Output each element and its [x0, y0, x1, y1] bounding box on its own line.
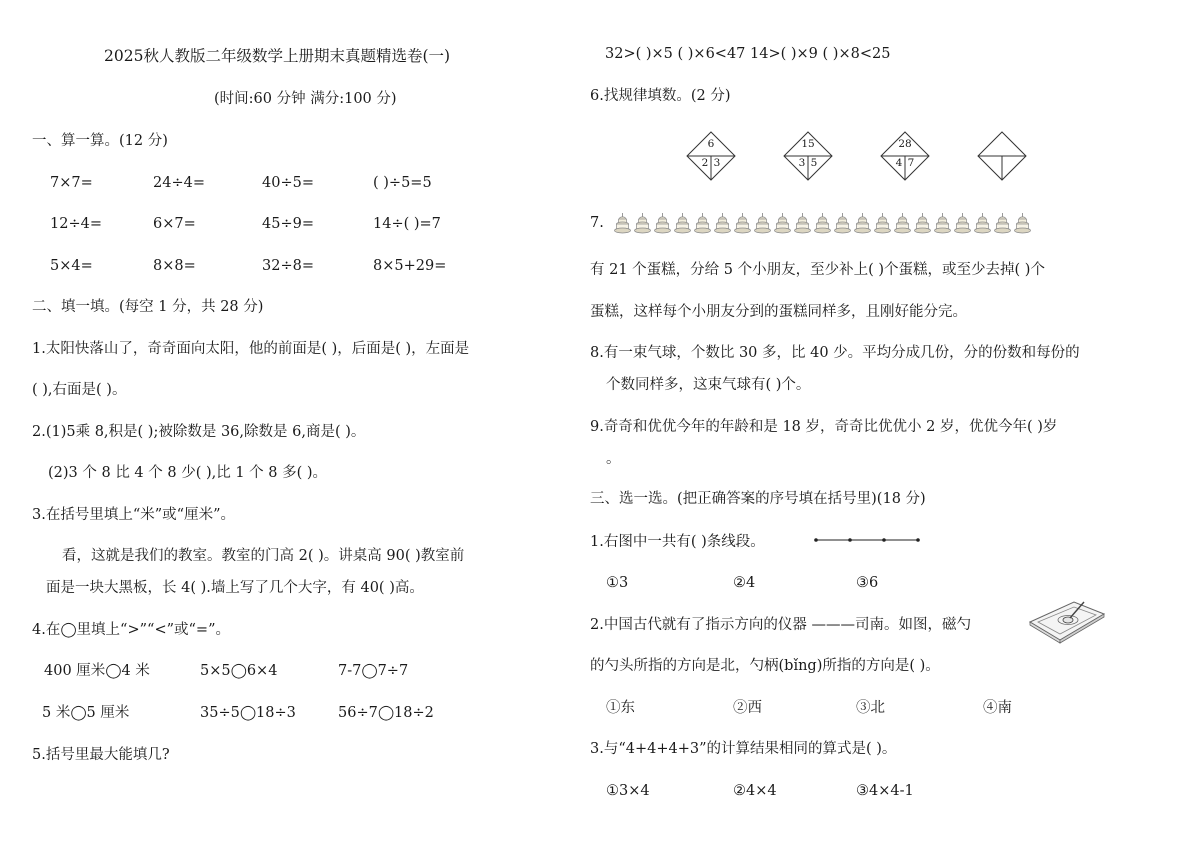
calc-item: 6×7=	[153, 216, 196, 232]
question-text: 4.在◯里填上“>”“<”或“=”。	[32, 622, 230, 638]
cake-icon	[974, 212, 991, 234]
compare-item: 5 米◯5 厘米	[42, 705, 130, 721]
calc-item: ( )÷5=5	[373, 175, 432, 191]
option-item: ②4	[733, 575, 756, 591]
cake-icon	[1014, 212, 1031, 234]
calc-item: 40÷5=	[262, 175, 314, 191]
cake-icon	[894, 212, 911, 234]
compare-item: 35÷5◯18÷3	[200, 705, 296, 721]
calc-item: 7×7=	[50, 175, 93, 191]
question-text: 。	[606, 451, 621, 467]
diamond-left-number: 3	[798, 157, 806, 169]
question-text: (2)3 个 8 比 4 个 8 少( ),比 1 个 8 多( )。	[48, 465, 328, 481]
question-text: ( ),右面是( )。	[32, 382, 127, 398]
section-2-heading: 二、填一填。(每空 1 分，共 28 分)	[32, 299, 264, 315]
option-item: ③6	[856, 575, 879, 591]
cake-icon	[994, 212, 1011, 234]
question-text: 5.括号里最大能填几?	[32, 747, 170, 763]
cake-icon	[654, 212, 671, 234]
option-item: ③北	[856, 700, 885, 716]
compare-item: 400 厘米◯4 米	[44, 663, 150, 679]
calc-item: 12÷4=	[50, 216, 102, 232]
sinan-compass-icon	[1026, 596, 1106, 646]
option-item: ①东	[606, 700, 635, 716]
cake-icon	[674, 212, 691, 234]
diamond-right-number: 3	[713, 157, 721, 169]
pattern-diamond	[686, 131, 736, 181]
question-text: 1.右图中一共有( )条线段。	[590, 534, 765, 550]
pattern-diamond	[880, 131, 930, 181]
cake-icon	[614, 212, 631, 234]
question-text: 面是一块大黑板，长 4( ).墙上写了几个大字，有 40( )高。	[46, 580, 424, 596]
cake-icon	[714, 212, 731, 234]
diamond-top-number: 6	[707, 138, 715, 150]
diamond-right-number: 5	[810, 157, 818, 169]
pattern-diamond-blank[interactable]	[977, 131, 1027, 181]
compare-item: 5×5◯6×4	[200, 663, 278, 679]
calc-item: 8×5+29=	[373, 258, 447, 274]
section-3-heading: 三、选一选。(把正确答案的序号填在括号里)(18 分)	[590, 491, 926, 507]
option-item: ②西	[733, 700, 762, 716]
cake-icon	[734, 212, 751, 234]
question-text: 2.(1)5乘 8,积是( );被除数是 36,除数是 6,商是( )。	[32, 424, 366, 440]
compare-item: 56÷7◯18÷2	[338, 705, 434, 721]
question-text: 看，这就是我们的教室。教室的门高 2( )。讲桌高 90( )教室前	[62, 548, 465, 564]
page-subtitle: (时间:60 分钟 满分:100 分)	[214, 91, 397, 107]
question-text: 有 21 个蛋糕，分给 5 个小朋友，至少补上( )个蛋糕，或至少去掉( )个	[590, 262, 1045, 278]
question-text: 8.有一束气球，个数比 30 多，比 40 少。平均分成几份，分的份数和每份的	[590, 345, 1080, 361]
question-text: 6.找规律填数。(2 分)	[590, 88, 731, 104]
question-text: 蛋糕，这样每个小朋友分到的蛋糕同样多，且刚好能分完。	[590, 304, 967, 320]
calc-item: 14÷( )=7	[373, 216, 441, 232]
calc-item: 8×8=	[153, 258, 196, 274]
diamond-top-number: 15	[801, 138, 815, 150]
cake-icon	[954, 212, 971, 234]
option-item: ③4×4-1	[856, 783, 914, 799]
question-number: 7.	[590, 215, 604, 231]
diamond-right-number: 7	[907, 157, 915, 169]
question-text: 3.与“4+4+4+3”的计算结果相同的算式是( )。	[590, 741, 897, 757]
cake-icon	[794, 212, 811, 234]
cake-icon	[934, 212, 951, 234]
diamond-shape	[977, 131, 1027, 181]
cake-icon	[854, 212, 871, 234]
question-text: 的勺头所指的方向是北，勺柄(bǐng)所指的方向是( )。	[590, 658, 940, 674]
diamond-left-number: 2	[701, 157, 709, 169]
cake-icon	[814, 212, 831, 234]
option-item: ①3	[606, 575, 629, 591]
line-segment-figure	[814, 534, 920, 546]
cake-icon	[754, 212, 771, 234]
section-1-heading: 一、算一算。(12 分)	[32, 133, 168, 149]
cake-icon	[774, 212, 791, 234]
option-item: ④南	[983, 700, 1012, 716]
calc-item: 32÷8=	[262, 258, 314, 274]
question-text: 个数同样多，这束气球有( )个。	[606, 377, 811, 393]
option-item: ①3×4	[606, 783, 650, 799]
page-title: 2025秋人教版二年级数学上册期末真题精选卷(一)	[104, 47, 451, 65]
calc-item: 45÷9=	[262, 216, 314, 232]
question-text: 2.中国古代就有了指示方向的仪器 ———司南。如图，磁勺	[590, 617, 971, 633]
cake-icon	[634, 212, 651, 234]
compare-item: 7-7◯7÷7	[338, 663, 409, 679]
question-text: 3.在括号里填上“米”或“厘米”。	[32, 507, 235, 523]
question-text: 9.奇奇和优优今年的年龄和是 18 岁，奇奇比优优小 2 岁，优优今年( )岁	[590, 419, 1058, 435]
calc-item: 24÷4=	[153, 175, 205, 191]
diamond-top-number: 28	[898, 138, 912, 150]
cake-icon	[694, 212, 711, 234]
cake-row	[614, 212, 1031, 234]
calc-item: 5×4=	[50, 258, 93, 274]
option-item: ②4×4	[733, 783, 777, 799]
cake-icon	[914, 212, 931, 234]
cake-icon	[834, 212, 851, 234]
pattern-diamond	[783, 131, 833, 181]
diamond-left-number: 4	[895, 157, 903, 169]
question-text: 32>( )×5 ( )×6<47 14>( )×9 ( )×8<25	[605, 46, 891, 62]
cake-icon	[874, 212, 891, 234]
question-text: 1.太阳快落山了，奇奇面向太阳，他的前面是( )，后面是( )，左面是	[32, 341, 470, 357]
